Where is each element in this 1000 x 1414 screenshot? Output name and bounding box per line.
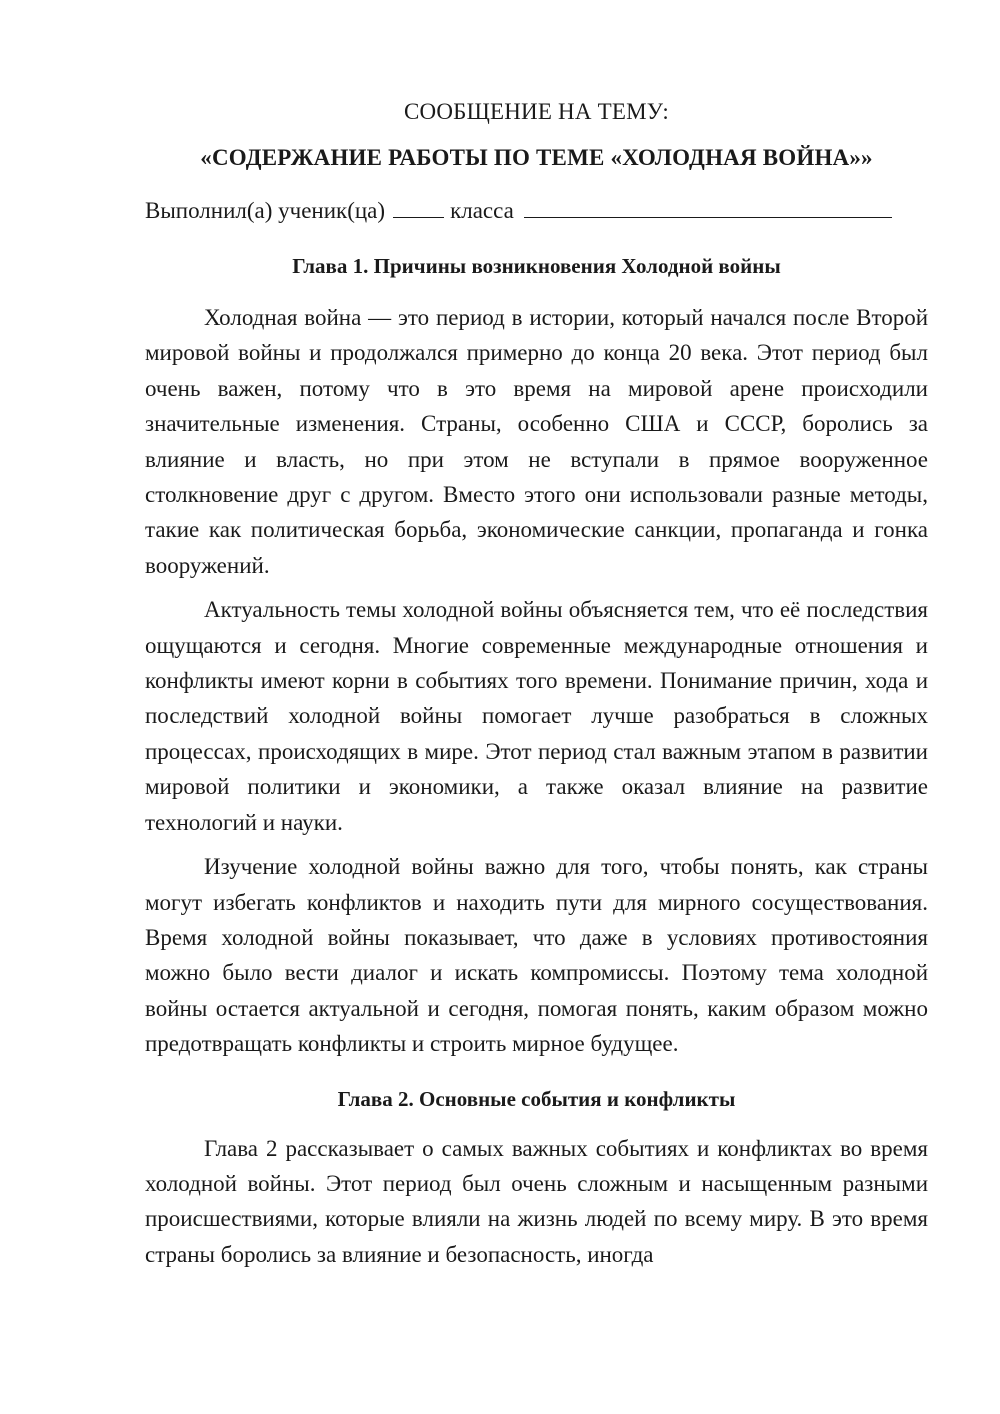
chapter-1-paragraph: Актуальность темы холодной войны объясняется тем, что её последствия ощущаются и сегодня. Многие современные международные отношения и конфликты имеют корни в событиях того времени. Понимание причин, хода и последствий холодной войны помогает лучше разобраться в сложных процессах, происходящих в мире. Этот период стал важным этапом в развитии мировой политики и экономики, а также оказал влияние на развитие технологий и науки. — [145, 597, 928, 835]
class-number-blank — [393, 197, 444, 218]
document-topic-heading: СООБЩЕНИЕ НА ТЕМУ: — [404, 99, 669, 124]
student-name-blank — [524, 197, 892, 218]
chapter-2-heading: Глава 2. Основные события и конфликты — [337, 1086, 736, 1111]
chapter-1-paragraph: Холодная война — это период в истории, который начался после Второй мировой войны и продолжался примерно до конца 20 века. Этот период был очень важен, потому что в это время на мировой арене происходили значительные изменения. Страны, особенно США и СССР, боролись за влияние и власть, но при этом не вступали в прямое вооруженное столкновение друг с другом. Вместо этого они использовали разные методы, такие как политическая борьба, экономические санкции, пропаганда и гонка вооружений. — [145, 305, 928, 578]
chapter-1-heading: Глава 1. Причины возникновения Холодной войны — [292, 254, 781, 278]
chapter-2-paragraph: Глава 2 рассказывает о самых важных событиях и конфликтах во время холодной войны. Этот период был очень сложным и насыщенным разными происшествиями, которые влияли на жизнь людей по всему миру. В это время страны боролись за влияние и безопасность, иногда — [145, 1135, 928, 1267]
document-page — [145, 95, 928, 1272]
author-line — [145, 196, 928, 226]
author-label: Выполнил(а) ученик(ца) — [145, 198, 386, 223]
chapter-1-paragraph: Изучение холодной войны важно для того, чтобы понять, как страны могут избегать конфликтов и находить пути для мирного сосуществования. Время холодной войны показывает, что даже в условиях противостояния можно было вести диалог и искать компромиссы. Поэтому тема холодной войны остается актуальной и сегодня, помогая понять, каким образом можно предотвращать конфликты и строить мирное будущее. — [145, 854, 928, 1057]
document-title: «СОДЕРЖАНИЕ РАБОТЫ ПО ТЕМЕ «ХОЛОДНАЯ ВОЙНА»» — [200, 145, 873, 170]
class-label: класса — [450, 198, 514, 223]
